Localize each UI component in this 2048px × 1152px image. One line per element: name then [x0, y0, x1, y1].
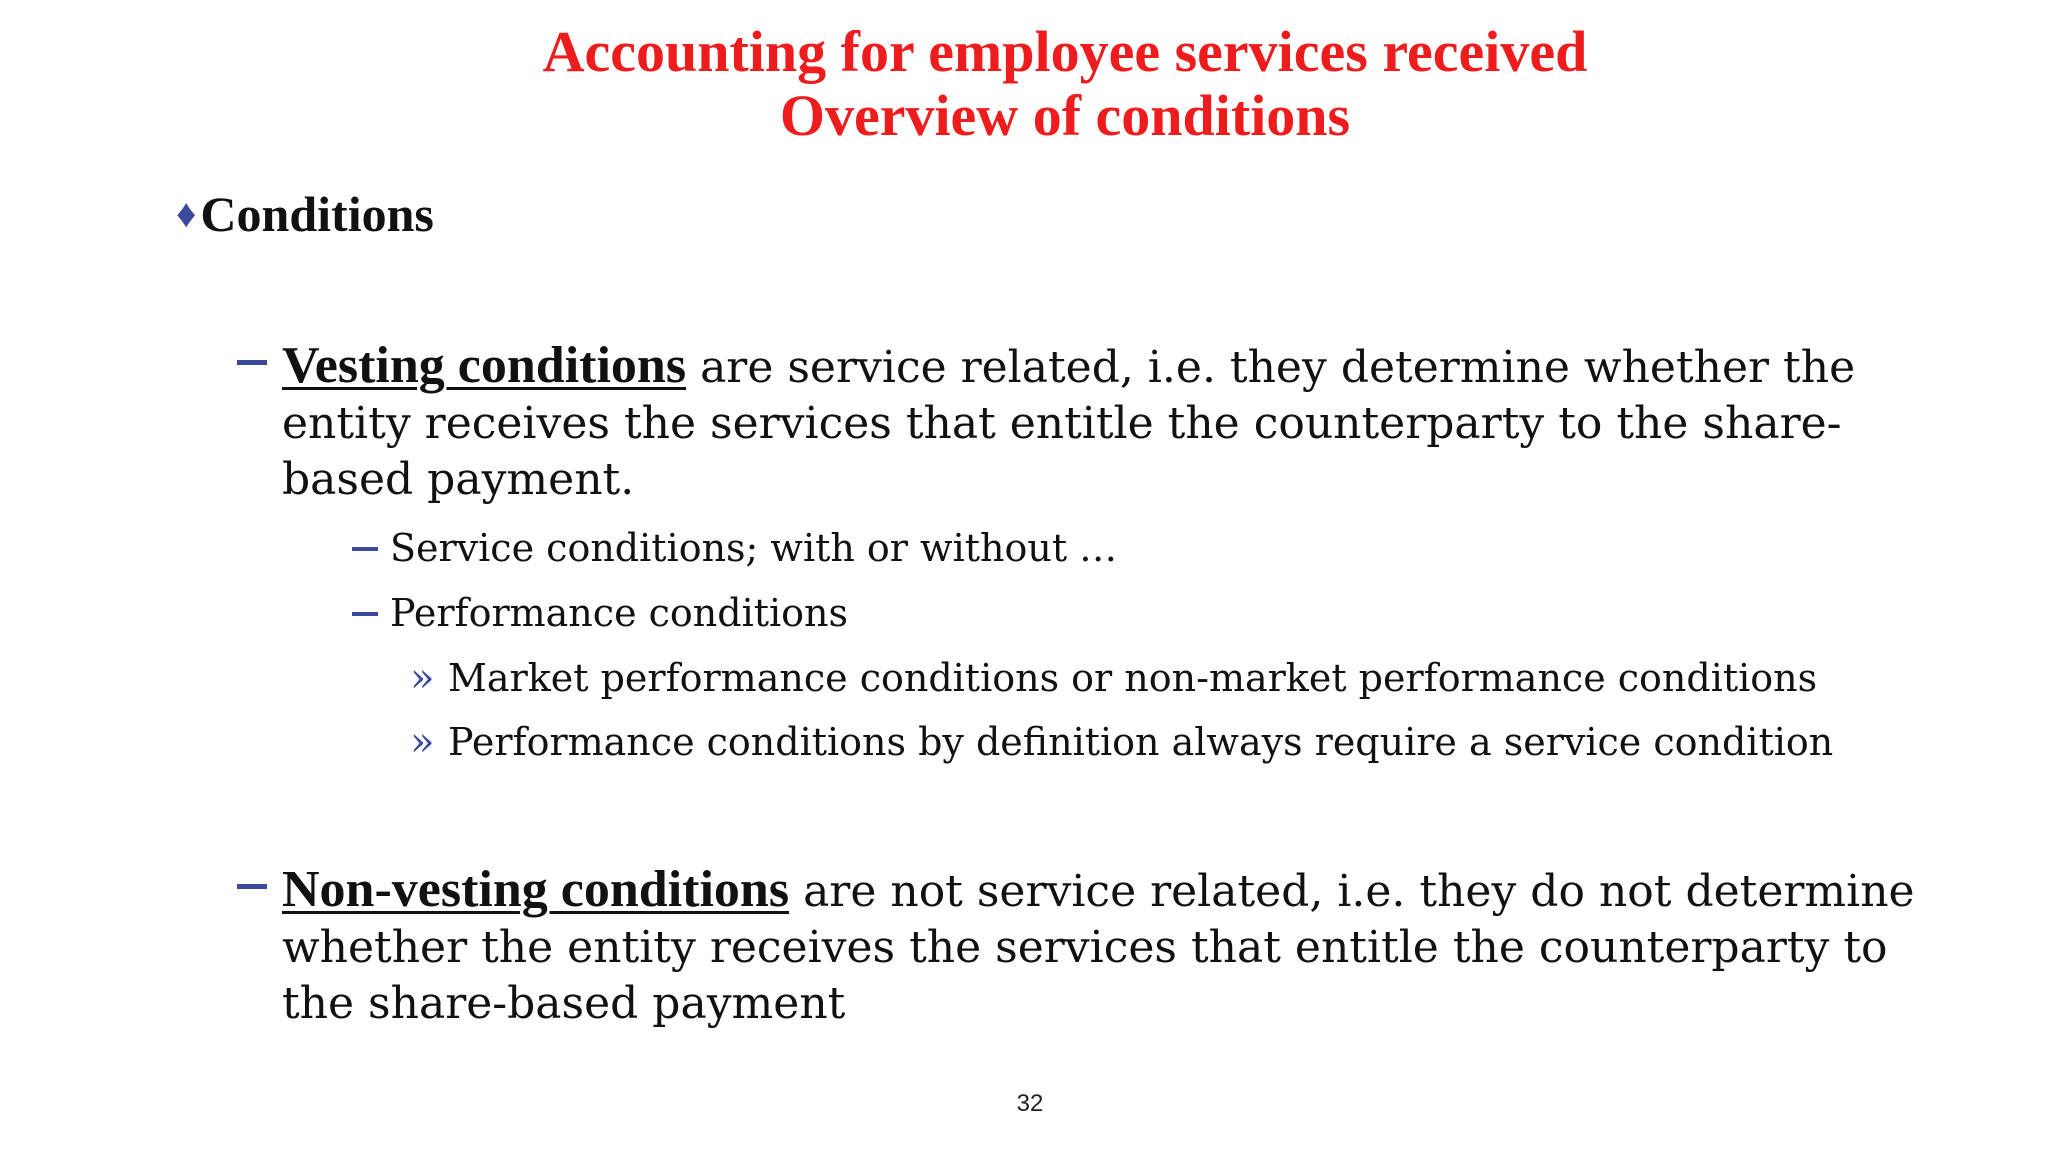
market-performance-text: Market performance conditions or non-market performance conditions: [448, 656, 1818, 700]
non-vesting-conditions-item: [282, 862, 1922, 1032]
slide-title-line-2: Overview of conditions: [779, 83, 1351, 148]
service-conditions-item: [390, 523, 1117, 573]
vesting-conditions-text: are service related, i.e. they determine whether the entity receives the services that entitle the counterparty to the share-based payment.: [282, 342, 1856, 505]
service-requirement-item: [410, 717, 1834, 767]
double-chevron-icon: »: [410, 719, 435, 765]
vesting-conditions-item: [282, 338, 1922, 508]
dash-bullet-icon: [352, 547, 378, 551]
diamond-icon: ♦: [176, 191, 197, 236]
vesting-conditions-term: Vesting conditions: [282, 337, 687, 394]
dash-bullet-icon: [237, 360, 267, 365]
page-number: 32: [1016, 1090, 1044, 1117]
section-heading: [176, 184, 434, 244]
section-heading-text: Conditions: [200, 186, 434, 242]
performance-conditions-item: [390, 588, 848, 638]
service-conditions-text: Service conditions; with or without …: [390, 526, 1118, 570]
double-chevron-icon: »: [410, 655, 435, 701]
non-vesting-conditions-term: Non-vesting conditions: [282, 861, 790, 918]
dash-bullet-icon: [237, 884, 267, 889]
performance-conditions-text: Performance conditions: [390, 591, 849, 635]
slide-title-line-1: Accounting for employee services received: [542, 19, 1588, 84]
non-vesting-conditions-text: are not service related, i.e. they do not determine whether the entity receives the services that entitle the counterparty to the share-based payment: [282, 866, 1915, 1029]
service-requirement-text: Performance conditions by definition always require a service condition: [448, 720, 1834, 764]
market-performance-item: [410, 653, 1818, 703]
dash-bullet-icon: [352, 612, 378, 616]
